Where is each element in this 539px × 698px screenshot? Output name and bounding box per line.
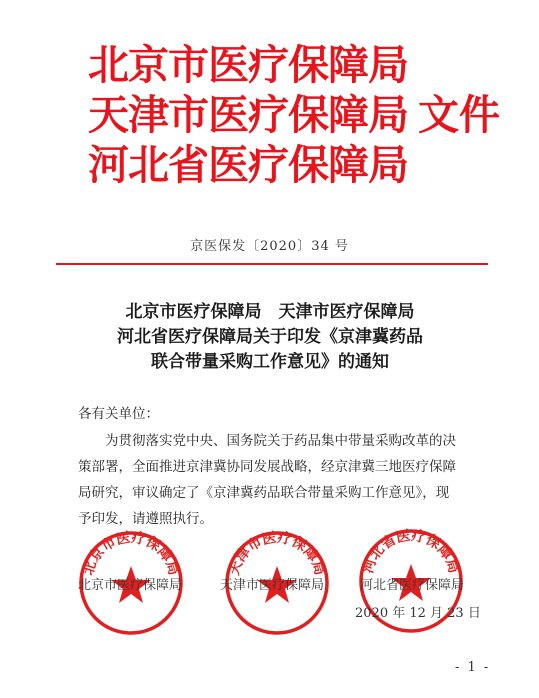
header-wenjian: 文件 (418, 91, 500, 139)
body-line-1: 为贯彻落实党中央、国务院关于药品集中带量采购改革的决 (105, 433, 456, 449)
body-line-2: 策部署，全面推进京津冀协同发展战略，经京津冀三地医疗保障 (78, 459, 456, 475)
header-line-2 (88, 90, 508, 140)
document-title (60, 300, 480, 375)
document-body (78, 428, 478, 532)
salutation: 各有关单位： (78, 406, 159, 422)
red-divider (56, 263, 488, 265)
page-number: - 1 - (455, 660, 491, 675)
svg-text:北京市医疗保障局: 北京市医疗保障局 (80, 529, 182, 578)
title-line-3: 联合带量采购工作意见》的通知 (151, 352, 389, 372)
signature-tianjin: 天津市医疗保障局 (220, 578, 325, 593)
svg-text:天津市医疗保障局: 天津市医疗保障局 (226, 529, 328, 578)
document-number: 京医保发〔2020〕34 号 (190, 239, 349, 254)
signature-hebei: 河北省医疗保障局 (360, 578, 465, 593)
signature-row (70, 574, 490, 596)
body-line-4: 予印发，请遵照执行。 (78, 511, 213, 527)
svg-text:河北省医疗保障局: 河北省医疗保障局 (360, 527, 462, 576)
title-line-1: 北京市医疗保障局 天津市医疗保障局 (125, 302, 415, 322)
document-date: 2020 年 12 月 23 日 (355, 606, 481, 621)
red-header (88, 40, 508, 190)
signature-beijing: 北京市医疗保障局 (78, 578, 183, 593)
title-line-2: 河北省医疗保障局关于印发《京津冀药品 (117, 327, 423, 347)
header-line-3 (88, 140, 508, 190)
header-line-1 (88, 40, 508, 90)
body-line-3: 局研究，审议确定了《京津冀药品联合带量采购工作意见》，现 (78, 485, 450, 501)
header-org-beijing: 北京市医疗保障局 (88, 41, 408, 89)
header-org-hebei: 河北省医疗保障局 (88, 141, 408, 189)
header-org-tianjin: 天津市医疗保障局 (88, 91, 408, 139)
